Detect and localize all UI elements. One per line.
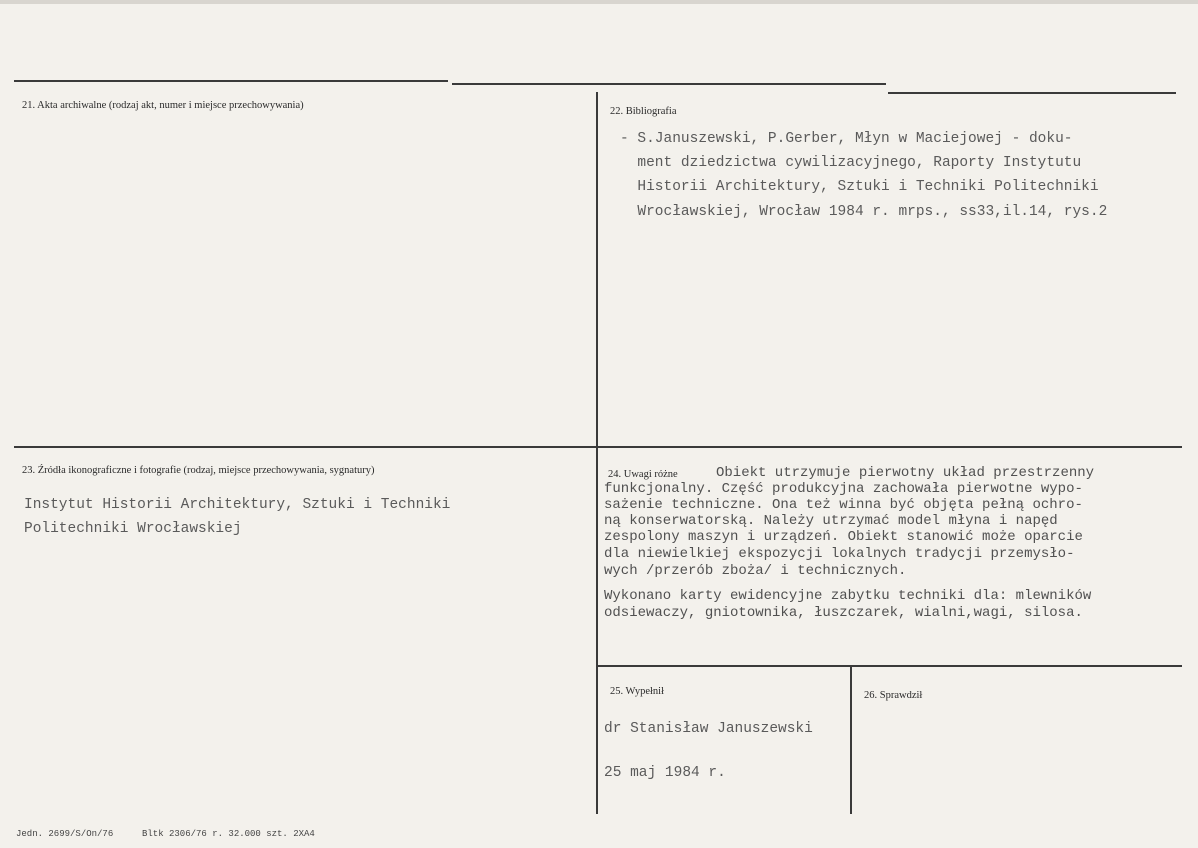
bibliography-line-4: Wrocławskiej, Wrocław 1984 r. mrps., ss33,il.14, rys.2 <box>620 204 1108 220</box>
remarks-bottom-rule <box>598 665 1182 667</box>
footer-code-2: Bltk 2306/76 r. 32.000 szt. 2XA4 <box>142 829 315 839</box>
top-rule-right <box>888 92 1176 94</box>
section-26-label: 26. Sprawdził <box>864 690 923 701</box>
bibliography-line-2: ment dziedzictwa cywilizacyjnego, Raporty Instytutu <box>620 155 1082 171</box>
remarks-line-4: zespolony maszyn i urządzeń. Obiekt stanowić może oparcie <box>604 529 1083 545</box>
remarks-first-line: Obiekt utrzymuje pierwotny układ przestrzenny <box>716 465 1095 481</box>
filled-by-date: 25 maj 1984 r. <box>604 765 726 781</box>
iconography-line-2: Politechniki Wrocławskiej <box>24 521 242 537</box>
remarks-line-1: funkcjonalny. Część produkcyjna zachowała pierwotne wypo- <box>604 481 1083 497</box>
section-24-label: 24. Uwagi różne <box>608 469 678 480</box>
iconography-line-1: Instytut Historii Architektury, Sztuki i Techniki <box>24 497 451 513</box>
section-21-label: 21. Akta archiwalne (rodzaj akt, numer i miejsce przechowywania) <box>22 100 304 111</box>
middle-rule <box>14 446 1182 448</box>
bibliography-line-3: Historii Architektury, Sztuki i Techniki Politechniki <box>620 179 1099 195</box>
section-25-label: 25. Wypełnił <box>610 686 665 697</box>
section-23-label: 23. Źródła ikonograficzne i fotografie (rodzaj, miejsce przechowywania, sygnatury) <box>22 465 375 476</box>
footer-code-1: Jedn. 2699/S/On/76 <box>16 829 114 839</box>
bibliography-line-1: - S.Januszewski, P.Gerber, Młyn w Maciejowej - doku- <box>620 131 1073 147</box>
top-rule-left <box>14 80 448 82</box>
remarks-line-8: odsiewaczy, gniotownika, łuszczarek, wialni,wagi, silosa. <box>604 605 1083 621</box>
signature-divider-rule <box>850 666 852 814</box>
remarks-line-2: sażenie techniczne. Ona też winna być objęta pełną ochro- <box>604 497 1083 513</box>
paper-top-edge <box>0 0 1198 4</box>
remarks-line-6: wych /przerób zboża/ i technicznych. <box>604 563 907 579</box>
remarks-line-5: dla niewielkiej ekspozycji lokalnych tradycji przemysło- <box>604 546 1075 562</box>
top-rule-middle <box>452 83 886 85</box>
remarks-line-7: Wykonano karty ewidencyjne zabytku techniki dla: mlewników <box>604 588 1092 604</box>
center-vertical-rule <box>596 92 598 814</box>
filled-by-name: dr Stanisław Januszewski <box>604 721 813 737</box>
remarks-line-3: ną konserwatorską. Należy utrzymać model młyna i napęd <box>604 513 1058 529</box>
section-22-label: 22. Bibliografia <box>610 106 677 117</box>
